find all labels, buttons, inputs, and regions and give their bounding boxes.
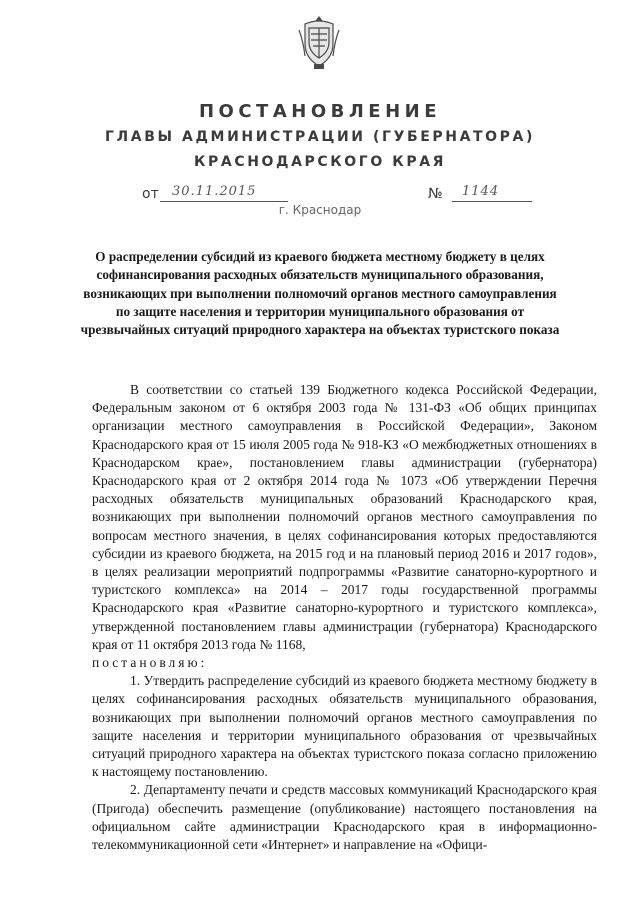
- number-value: 1144: [462, 184, 500, 199]
- region-heading: КРАСНОДАРСКОГО КРАЯ: [193, 154, 447, 170]
- clause-1-paragraph: 1. Утвердить распределение субсидий из краевого бюджета местному бюджету в целях софинансирования расходных обязательств муниципального образования, возникающих при выполнении полномочий органов местного самоуправления по защите населения и территории муниципального образования от чрезвычайных ситуаций природного характера на объектах туристского показа согласно приложению к настоящему постановлению.: [92, 673, 597, 780]
- date-label: от: [142, 186, 159, 202]
- city-label: г. Краснодар: [278, 203, 362, 217]
- coat-of-arms-icon: [297, 14, 341, 72]
- resolve-word: постановляю:: [92, 655, 208, 671]
- document-body: [92, 381, 597, 854]
- preamble-paragraph: В соответствии со статьей 139 Бюджетного кодекса Российской Федерации, Федеральным законом от 6 октября 2003 года № 131-ФЗ «Об общих принципах организации местного самоуправления в Российской Федерации», Законом Краснодарского края от 15 июля 2005 года № 918-КЗ «О межбюджетных отношениях в Краснодарском крае», постановлением главы администрации (губернатора) Краснодарского края от 2 октября 2014 года № 1073 «Об утверждении Перечня расходных обязательств муниципальных образований Краснодарского края, возникающих при выполнении полномочий органов местного самоуправления по вопросам местного значения, в целях софинансирования которых предоставляются субсидии из краевого бюджета, на 2015 год и на плановый период 2016 и 2017 годов», в целях реализации мероприятий подпрограммы «Развитие санаторно-курортного и туристского комплекса» на 2014 – 2017 годы государственной программы Краснодарского края «Развитие санаторно-курортного и туристского комплекса», утвержденной постановлением главы администрации (губернатора) Краснодарского края от 11 октября 2013 года № 1168,: [92, 382, 597, 652]
- date-value: 30.11.2015: [172, 184, 257, 199]
- clause-2-paragraph: 2. Департаменту печати и средств массовых коммуникаций Краснодарского края (Пригода) обеспечить размещение (опубликование) настоящего постановления на официальном сайте администрации Краснодарского края в информационно-телекоммуникационной сети «Интернет» и направление на «Офици-: [92, 782, 597, 853]
- document-type-heading: ПОСТАНОВЛЕНИЕ: [198, 101, 442, 122]
- document-title: О распределении субсидий из краевого бюджета местному бюджету в целях софинансирования расходных обязательств муниципального образования, возникающих при выполнении полномочий органов местного самоуправления по защите населения и территории муниципального образования от чрезвычайных ситуаций природного характера на объектах туристского показа: [80, 249, 560, 338]
- number-label: №: [428, 186, 443, 202]
- authority-heading: ГЛАВЫ АДМИНИСТРАЦИИ (ГУБЕРНАТОРА): [105, 129, 535, 145]
